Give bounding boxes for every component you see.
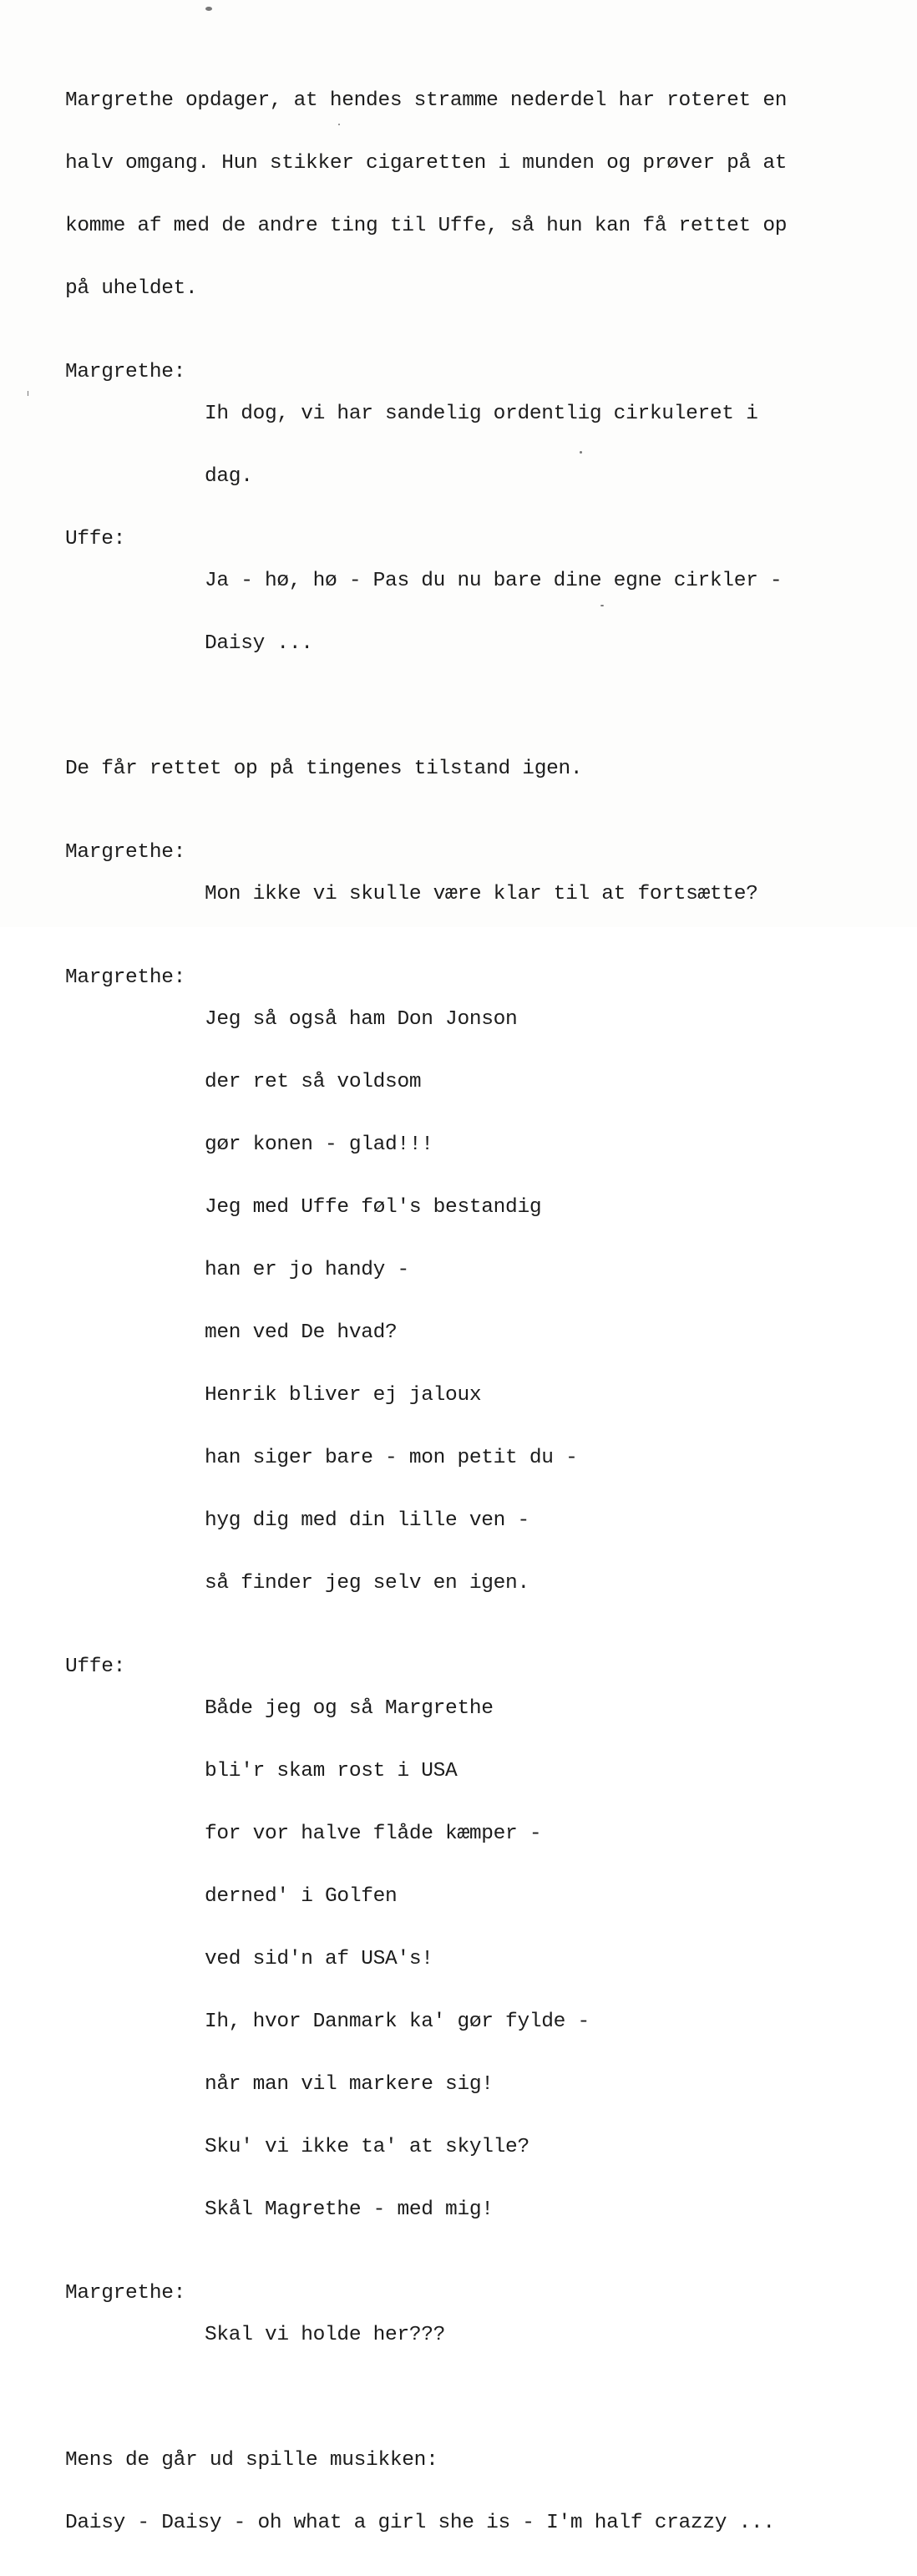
verse-line: Skål Magrethe - med mig! (205, 2198, 494, 2221)
speaker-label: Uffe: (65, 1656, 126, 1678)
speaker-label: Margrethe: (65, 361, 186, 383)
opening-paragraph (65, 48, 900, 341)
paper-speck (205, 7, 212, 11)
dialogue-line: Mon ikke vi skulle være klar til at fortsætte? (205, 883, 758, 905)
paragraph-line: på uheldet. (65, 277, 198, 300)
paragraph-line: komme af med de andre ting til Uffe, så hun kan få rettet op (65, 215, 788, 237)
speaker-label: Uffe: (65, 528, 126, 550)
dialogue-line: Ja - hø, hø - Pas du nu bare dine egne cirkler - (205, 570, 783, 592)
dialogue-uffe (65, 529, 900, 696)
verse-line: han er jo handy - (205, 1259, 409, 1281)
verse-line: derned' i Golfen (205, 1885, 398, 1908)
dialogue-line: Skal vi holde her??? (205, 2324, 446, 2346)
verse-uffe (65, 1656, 900, 2262)
verse-line: hyg dig med din lille ven - (205, 1509, 529, 1532)
dialogue-line: Daisy ... (205, 632, 313, 655)
dialogue-margrethe (65, 2283, 900, 2387)
verse-line: bli'r skam rost i USA (205, 1760, 458, 1782)
verse-line: Ih, hvor Danmark ka' gør fylde - (205, 2011, 590, 2033)
verse-line: Sku' vi ikke ta' at skylle? (205, 2136, 529, 2158)
verse-line: han siger bare - mon petit du - (205, 1447, 578, 1469)
stage-direction-line: De får rettet op på tingenes tilstand igen. (65, 758, 583, 780)
verse-line: der ret så voldsom (205, 1071, 422, 1093)
stage-direction-line: Mens de går ud spille musikken: (65, 2449, 438, 2472)
verse-line: men ved De hvad? (205, 1321, 398, 1344)
stage-direction (65, 717, 900, 821)
paragraph-line: Margrethe opdager, at hendes stramme nederdel har roteret en (65, 89, 788, 112)
verse-line: Henrik bliver ej jaloux (205, 1384, 482, 1407)
verse-line: for vor halve flåde kæmper - (205, 1823, 542, 1845)
verse-line: Både jeg og så Margrethe (205, 1697, 494, 1720)
closing-direction (65, 2408, 900, 2575)
verse-line: ved sid'n af USA's! (205, 1948, 433, 1970)
speaker-label: Margrethe: (65, 2282, 186, 2305)
song-line: Daisy - Daisy - oh what a girl she is - I'm half crazzy ... (65, 2512, 775, 2534)
verse-margrethe (65, 967, 900, 1635)
dialogue-margrethe (65, 842, 900, 946)
speaker-label: Margrethe: (65, 841, 186, 864)
verse-line: Jeg så også ham Don Jonson (205, 1008, 518, 1031)
verse-line: så finder jeg selv en igen. (205, 1572, 529, 1595)
dialogue-margrethe (65, 362, 900, 529)
paragraph-line: halv omgang. Hun stikker cigaretten i munden og prøver på at (65, 152, 788, 175)
document-body (65, 48, 900, 2575)
verse-line: gør konen - glad!!! (205, 1133, 433, 1156)
dialogue-line: dag. (205, 465, 253, 488)
verse-line: når man vil markere sig! (205, 2073, 494, 2096)
dialogue-line: Ih dog, vi har sandelig ordentlig cirkuleret i (205, 403, 758, 425)
verse-line: Jeg med Uffe føl's bestandig (205, 1196, 542, 1219)
speaker-label: Margrethe: (65, 966, 186, 989)
